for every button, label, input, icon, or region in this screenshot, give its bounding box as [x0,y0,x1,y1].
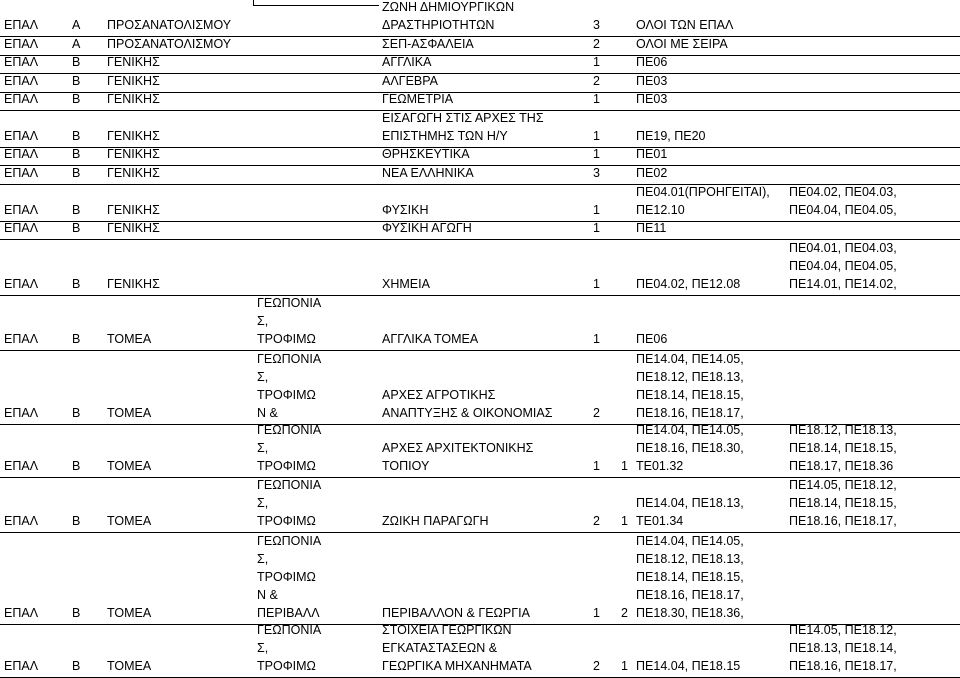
school-type-cell[interactable]: ΕΠΑΛ [4,93,39,106]
sector-cell[interactable] [253,0,378,36]
school-type-cell[interactable]: ΕΠΑΛ [4,166,39,180]
class-year-cell[interactable]: Α [72,18,81,32]
course-cell[interactable]: ΠΕΡΙΒΑΛΛΟΝ & ΓΕΩΡΓΙΑ [382,606,530,620]
specialty-secondary-cell[interactable] [785,111,960,147]
specialty-primary-cell[interactable]: ΠΕ03 [636,93,668,106]
sector-cell[interactable]: ΓΕΩΠΟΝΙΑ Σ, ΤΡΟΦΙΜΩ Ν & [257,352,322,420]
table-row [0,478,960,533]
table-row [0,166,960,185]
specialty-secondary-cell[interactable] [785,351,960,424]
specialty-primary-cell[interactable]: ΠΕ06 [636,332,668,346]
category-cell[interactable]: ΤΟΜΕΑ [107,514,152,528]
lab-hours-cell[interactable] [604,240,632,295]
lab-hours-cell[interactable]: 1 [621,514,628,528]
table-row [0,296,960,351]
lab-hours-cell[interactable] [604,0,632,36]
category-cell[interactable]: ΠΡΟΣΑΝΑΤΟΛΙΣΜΟΥ [107,18,232,32]
table-row [0,93,960,111]
course-cell[interactable]: ΑΓΓΛΙΚΑ ΤΟΜΕΑ [382,332,479,346]
class-year-cell[interactable]: Β [72,406,81,420]
school-type-cell[interactable]: ΕΠΑΛ [4,56,39,69]
hours-cell[interactable]: 3 [593,166,600,180]
category-cell[interactable]: ΓΕΝΙΚΗΣ [107,166,160,180]
hours-cell[interactable]: 2 [593,74,600,88]
table-row [0,111,960,148]
specialty-secondary-cell[interactable]: ΠΕ04.01, ΠΕ04.03, ΠΕ04.04, ΠΕ04.05, ΠΕ14.01, ΠΕ14.02, [789,241,897,291]
specialty-secondary-cell[interactable]: ΠΕ18.12, ΠΕ18.13, ΠΕ18.14, ΠΕ18.15, ΠΕ18.17, ΠΕ18.36 [789,425,897,473]
category-cell[interactable]: ΓΕΝΙΚΗΣ [107,129,160,143]
class-year-cell[interactable]: Β [72,166,81,180]
sector-cell[interactable] [253,56,378,73]
course-cell[interactable]: ΘΡΗΣΚΕΥΤΙΚΑ [382,148,470,161]
lab-hours-cell[interactable] [604,111,632,147]
sector-cell[interactable] [253,240,378,295]
specialty-secondary-cell[interactable] [785,37,960,55]
category-cell[interactable]: ΓΕΝΙΚΗΣ [107,203,160,217]
table-row [0,425,960,478]
hours-cell[interactable]: 3 [593,18,600,32]
lab-hours-cell[interactable]: 1 [621,459,628,473]
school-type-cell[interactable]: ΕΠΑΛ [4,459,39,473]
specialty-primary-cell[interactable]: ΠΕ02 [636,166,668,180]
hours-cell[interactable]: 2 [593,406,600,420]
school-type-cell[interactable]: ΕΠΑΛ [4,659,39,673]
specialty-secondary-cell[interactable] [785,74,960,92]
category-cell[interactable]: ΠΡΟΣΑΝΑΤΟΛΙΣΜΟΥ [107,37,232,51]
specialty-secondary-cell[interactable] [785,533,960,624]
school-type-cell[interactable]: ΕΠΑΛ [4,129,39,143]
hours-cell[interactable]: 1 [593,93,600,106]
school-type-cell[interactable]: ΕΠΑΛ [4,37,39,51]
class-year-cell[interactable]: Α [72,37,81,51]
course-cell[interactable]: ΣΕΠ-ΑΣΦΑΛΕΙΑ [382,37,474,51]
course-cell[interactable]: ΦΥΣΙΚΗ ΑΓΩΓΗ [382,222,472,235]
specialty-secondary-cell[interactable] [785,56,960,73]
category-cell[interactable]: ΓΕΝΙΚΗΣ [107,222,160,235]
sector-cell[interactable] [253,185,378,221]
sector-cell[interactable] [253,74,378,92]
category-cell[interactable]: ΓΕΝΙΚΗΣ [107,148,160,161]
class-year-cell[interactable]: Β [72,74,81,88]
hours-cell[interactable]: 1 [593,148,600,161]
course-cell[interactable]: ΑΓΓΛΙΚΑ [382,56,432,69]
lab-hours-cell[interactable] [604,56,632,73]
course-cell[interactable]: ΦΥΣΙΚΗ [382,203,429,217]
school-type-cell[interactable]: ΕΠΑΛ [4,606,39,620]
table-row [0,625,960,678]
lab-hours-cell[interactable] [604,37,632,55]
table-row [0,148,960,166]
school-type-cell[interactable]: ΕΠΑΛ [4,222,39,235]
sector-cell[interactable]: ΓΕΩΠΟΝΙΑ Σ, ΤΡΟΦΙΜΩ Ν & ΠΕΡΙΒΑΛΛ [257,534,322,620]
specialty-secondary-cell[interactable] [785,222,960,239]
class-year-cell[interactable]: Β [72,459,81,473]
course-cell[interactable]: ΑΡΧΕΣ ΑΓΡΟΤΙΚΗΣ ΑΝΑΠΤΥΞΗΣ & ΟΙΚΟΝΟΜΙΑΣ [382,388,553,420]
category-cell[interactable]: ΤΟΜΕΑ [107,659,152,673]
class-year-cell[interactable]: Β [72,659,81,673]
hours-cell[interactable]: 1 [593,277,600,291]
lab-hours-cell[interactable] [604,351,632,424]
specialty-primary-cell[interactable]: ΟΛΟΙ ΤΩΝ ΕΠΑΛ [636,18,734,32]
school-type-cell[interactable]: ΕΠΑΛ [4,514,39,528]
course-cell[interactable]: ΖΩΝΗ ΔΗΜΙΟΥΡΓΙΚΩΝ ΔΡΑΣΤΗΡΙΟΤΗΤΩΝ [382,0,515,32]
hours-cell[interactable]: 1 [593,222,600,235]
hours-cell[interactable]: 2 [593,659,600,673]
table-row [0,533,960,625]
sector-cell[interactable] [253,222,378,239]
table-row [0,185,960,222]
lab-hours-cell[interactable] [604,148,632,165]
hours-cell[interactable]: 1 [593,203,600,217]
course-cell[interactable]: ΑΡΧΕΣ ΑΡΧΙΤΕΚΤΟΝΙΚΗΣ ΤΟΠΙΟΥ [382,441,534,473]
specialty-primary-cell[interactable]: ΠΕ01 [636,148,668,161]
class-year-cell[interactable]: Β [72,222,81,235]
sector-cell[interactable]: ΓΕΩΠΟΝΙΑ Σ, ΤΡΟΦΙΜΩ [257,625,322,673]
category-cell[interactable]: ΤΟΜΕΑ [107,332,152,346]
category-cell[interactable]: ΤΟΜΕΑ [107,606,152,620]
class-year-cell[interactable]: Β [72,148,81,161]
specialty-primary-cell[interactable]: ΠΕ04.02, ΠΕ12.08 [636,277,741,291]
course-cell[interactable]: ΕΙΣΑΓΩΓΗ ΣΤΙΣ ΑΡΧΕΣ ΤΗΣ ΕΠΙΣΤΗΜΗΣ ΤΩΝ Η/Υ [382,111,544,143]
school-type-cell[interactable]: ΕΠΑΛ [4,332,39,346]
specialty-primary-cell[interactable]: ΠΕ04.01(ΠΡΟΗΓΕΙΤΑΙ), ΠΕ12.10 [636,185,770,217]
specialty-primary-cell[interactable]: ΠΕ14.04, ΠΕ18.13, ΤΕ01.34 [636,496,744,528]
category-cell[interactable]: ΤΟΜΕΑ [107,406,152,420]
class-year-cell[interactable]: Β [72,129,81,143]
specialty-secondary-cell[interactable] [785,166,960,184]
specialty-primary-cell[interactable]: ΠΕ14.04, ΠΕ18.15 [636,659,741,673]
sector-cell[interactable] [253,111,378,147]
school-type-cell[interactable]: ΕΠΑΛ [4,277,39,291]
hours-cell[interactable]: 1 [593,56,600,69]
course-cell[interactable]: ΑΛΓΕΒΡΑ [382,74,438,88]
lab-hours-cell[interactable] [604,222,632,239]
specialty-primary-cell[interactable]: ΠΕ19, ΠΕ20 [636,129,706,143]
lab-hours-cell[interactable] [604,296,632,350]
category-cell[interactable]: ΓΕΝΙΚΗΣ [107,93,160,106]
specialty-secondary-cell[interactable] [785,148,960,165]
specialty-primary-cell[interactable]: ΠΕ03 [636,74,668,88]
course-cell[interactable]: ΓΕΩΜΕΤΡΙΑ [382,93,454,106]
table-row [0,56,960,74]
table-row [0,37,960,56]
hours-cell[interactable]: 1 [593,606,600,620]
school-type-cell[interactable]: ΕΠΑΛ [4,74,39,88]
table-row [0,0,960,37]
school-type-cell[interactable]: ΕΠΑΛ [4,18,39,32]
sector-cell[interactable]: ΓΕΩΠΟΝΙΑ Σ, ΤΡΟΦΙΜΩ [257,478,322,528]
school-type-cell[interactable]: ΕΠΑΛ [4,406,39,420]
class-year-cell[interactable]: Β [72,203,81,217]
lab-hours-cell[interactable] [604,93,632,110]
lab-hours-cell[interactable]: 1 [621,659,628,673]
school-type-cell[interactable]: ΕΠΑΛ [4,148,39,161]
hours-cell[interactable]: 2 [593,514,600,528]
lab-hours-cell[interactable] [604,185,632,221]
class-year-cell[interactable]: Β [72,93,81,106]
sector-cell[interactable] [253,166,378,184]
course-cell[interactable]: ΧΗΜΕΙΑ [382,277,430,291]
specialty-secondary-cell[interactable] [785,0,960,36]
class-year-cell[interactable]: Β [72,277,81,291]
table-row [0,222,960,240]
sector-cell[interactable]: ΓΕΩΠΟΝΙΑ Σ, ΤΡΟΦΙΜΩ [257,425,322,473]
category-cell[interactable]: ΓΕΝΙΚΗΣ [107,56,160,69]
class-year-cell[interactable]: Β [72,332,81,346]
specialty-primary-cell[interactable]: ΟΛΟΙ ΜΕ ΣΕΙΡΑ [636,37,728,51]
lab-hours-cell[interactable] [604,166,632,184]
course-cell[interactable]: ΝΕΑ ΕΛΛΗΝΙΚΑ [382,166,474,180]
specialty-primary-cell[interactable]: ΠΕ14.04, ΠΕ14.05, ΠΕ18.12, ΠΕ18.13, ΠΕ18.14, ΠΕ18.15, ΠΕ18.16, ΠΕ18.17, [636,352,744,420]
class-year-cell[interactable]: Β [72,514,81,528]
specialty-primary-cell[interactable]: ΠΕ11 [636,222,667,235]
class-year-cell[interactable]: Β [72,56,81,69]
school-type-cell[interactable]: ΕΠΑΛ [4,203,39,217]
sector-cell[interactable] [253,37,378,55]
specialty-secondary-cell[interactable]: ΠΕ04.02, ΠΕ04.03, ΠΕ04.04, ΠΕ04.05, [789,185,897,217]
specialty-secondary-cell[interactable]: ΠΕ14.05, ΠΕ18.12, ΠΕ18.14, ΠΕ18.15, ΠΕ18.16, ΠΕ18.17, [789,478,897,528]
class-year-cell[interactable]: Β [72,606,81,620]
specialty-primary-cell[interactable]: ΠΕ14.04, ΠΕ14.05, ΠΕ18.12, ΠΕ18.13, ΠΕ18.14, ΠΕ18.15, ΠΕ18.16, ΠΕ18.17, ΠΕ18.30, ΠΕ18.36, [636,534,744,620]
sector-cell[interactable]: ΓΕΩΠΟΝΙΑ Σ, ΤΡΟΦΙΜΩ [257,296,322,346]
hours-cell[interactable]: 2 [593,37,600,51]
hours-cell[interactable]: 1 [593,129,600,143]
hours-cell[interactable]: 1 [593,332,600,346]
category-cell[interactable]: ΓΕΝΙΚΗΣ [107,277,160,291]
specialty-primary-cell[interactable]: ΠΕ14.04, ΠΕ14.05, ΠΕ18.16, ΠΕ18.30, ΤΕ01.32 [636,425,744,473]
specialty-secondary-cell[interactable] [785,93,960,110]
course-cell[interactable]: ΣΤΟΙΧΕΙΑ ΓΕΩΡΓΙΚΩΝ ΕΓΚΑΤΑΣΤΑΣΕΩΝ & ΓΕΩΡΓΙΚΑ ΜΗΧΑΝΗΜΑΤΑ [382,625,532,673]
category-cell[interactable]: ΤΟΜΕΑ [107,459,152,473]
lab-hours-cell[interactable]: 2 [621,606,628,620]
table-row [0,74,960,93]
table-row [0,351,960,425]
specialty-secondary-cell[interactable] [785,296,960,350]
sector-cell[interactable] [253,148,378,165]
table-row [0,240,960,296]
lab-hours-cell[interactable] [604,74,632,92]
sector-cell[interactable] [253,93,378,110]
course-cell[interactable]: ΖΩΙΚΗ ΠΑΡΑΓΩΓΗ [382,514,489,528]
specialty-primary-cell[interactable]: ΠΕ06 [636,56,668,69]
specialty-secondary-cell[interactable]: ΠΕ14.05, ΠΕ18.12, ΠΕ18.13, ΠΕ18.14, ΠΕ18.16, ΠΕ18.17, [789,625,897,673]
hours-cell[interactable]: 1 [593,459,600,473]
category-cell[interactable]: ΓΕΝΙΚΗΣ [107,74,160,88]
